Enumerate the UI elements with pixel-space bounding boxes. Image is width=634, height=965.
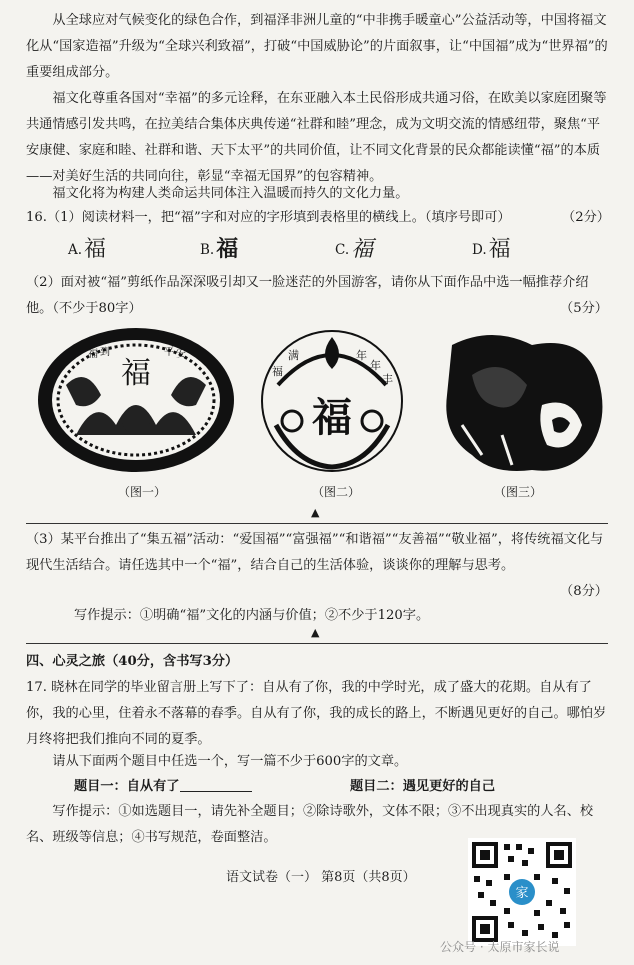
option-b (200, 232, 238, 263)
watermark: 公众号 · 太原市家长说 (440, 940, 560, 954)
topic-1: 题目一：自从有了 (74, 779, 180, 794)
cut1-char: 平 (164, 347, 174, 358)
q16-hint: 写作提示：①明确“福”文化的内涵与价值；②不少于120字。 (74, 608, 430, 623)
topic-2: 题目二：遇见更好的自己 (350, 779, 496, 794)
papercut-3-image (432, 325, 610, 480)
cut2-char: 年 (356, 349, 367, 362)
q16-part3-text: （3）某平台推出了“集五福”活动：“爱国福”“富强福”“和谐福”“友善福”“敬业福”，将传统福文化与现代生活结合。请任选其中一个“福”，结合自己的生活体验，谈谈你的理解与思考。 (26, 532, 604, 573)
cut2-fu-char: 福 (312, 394, 352, 441)
cut1-char: 福 (88, 349, 98, 360)
q16-part2-text: （2）面对被“福”剪纸作品深深吸引却又一脸迷茫的外国游客，请你从下面作品中选一幅推荐介绍他。（不少于80字） (26, 275, 589, 316)
q16-part1 (26, 205, 610, 231)
q17-hint: 写作提示：①如选题目一，请先补全题目；②除诗歌外，文体不限；③不出现真实的人名、校名、班级等信息；④书写规范，卷面整洁。 (26, 804, 594, 845)
section-4-title: 四、心灵之旅（40分，含书写3分） (26, 654, 239, 669)
caption-1: （图一） (118, 485, 167, 499)
cut2-char: 年 (370, 359, 381, 372)
passage-paragraph-2: 福文化尊重各国对“幸福”的多元诠释，在东亚融入本土民俗形成共通习俗，在欧美以家庭团聚等共通情感引发共鸣，在拉美结合集体庆典传递“社群和睦”理念，成为文明交流的情感纽带，聚焦“平安康健、家庭和睦、社群和谐、天下太平”的共同价值，让不同文化背景的民众都能读懂“福”的本质——对美好生活的共同向往，彰显“幸福无国界”的包容精神。 (26, 91, 607, 184)
fu-glyph-icon: 福 (84, 237, 107, 262)
option-label: A. (68, 242, 83, 258)
topic-1-blank (180, 777, 252, 792)
caption-2: （图二） (312, 485, 361, 499)
cut1-fu-char: 福 (121, 356, 151, 391)
cut2-char: 丰 (382, 373, 393, 386)
cut1-char: 安 (176, 349, 186, 360)
divider (26, 643, 608, 644)
passage-paragraph-1: 从全球应对气候变化的绿色合作，到福泽非洲儿童的“中非携手暖童心”公益活动等，中国将福文化从“国家造福”升级为“全球兴利致福”，打破“中国威胁论”的片面叙事，让“中国福”成为“世界福”的重要组成部分。 (26, 13, 608, 80)
page-footer: 语文试卷（一） 第8页（共8页） (226, 870, 416, 885)
q16-part1-text: 16.（1）阅读材料一，把“福”字和对应的字形填到表格里的横线上。（填序号即可） (26, 210, 511, 225)
caption-3: （图三） (494, 485, 543, 499)
option-d (472, 232, 511, 263)
q16-part2-score: （5分） (560, 301, 608, 316)
q16-part3 (26, 527, 610, 579)
qr-code-image (468, 838, 576, 946)
fu-glyph-icon: 福 (488, 236, 511, 261)
option-label: C. (335, 242, 350, 258)
topic-line (74, 774, 610, 800)
passage-paragraph-3: 福文化将为构建人类命运共同体注入温暖而持久的文化力量。 (52, 186, 409, 201)
papercut-2-image (258, 325, 406, 475)
fu-glyph-icon: 福 (351, 237, 374, 262)
divider (26, 523, 608, 524)
cut1-char: 到 (100, 347, 110, 358)
cut2-char: 福 (272, 365, 283, 378)
qr-badge-icon: 家 (515, 886, 529, 901)
triangle-marker: ▲ (311, 626, 320, 639)
option-a (68, 232, 106, 263)
q17-instruction: 请从下面两个题目中任选一个，写一篇不少于600字的文章。 (52, 754, 408, 769)
q17-text: 17. 晓林在同学的毕业留言册上写下了：自从有了你，我的中学时光，成了盛大的花期。自从有了你，我的心里，住着永不落幕的春季。自从有了你，我的成长的路上，不断遇见更好的自己。哪怕岁月终将把我们推向不同的夏季。 (26, 680, 607, 747)
papercut-1-image (36, 325, 236, 475)
triangle-marker: ▲ (311, 506, 320, 519)
option-label: B. (200, 242, 215, 258)
q16-part3-score: （8分） (560, 584, 608, 599)
q16-part2 (26, 270, 610, 322)
q16-part1-score: （2分） (562, 210, 610, 225)
option-c (335, 232, 373, 263)
fu-glyph-icon: 福 (216, 236, 239, 262)
cut2-char: 满 (288, 349, 299, 362)
option-label: D. (472, 242, 487, 258)
